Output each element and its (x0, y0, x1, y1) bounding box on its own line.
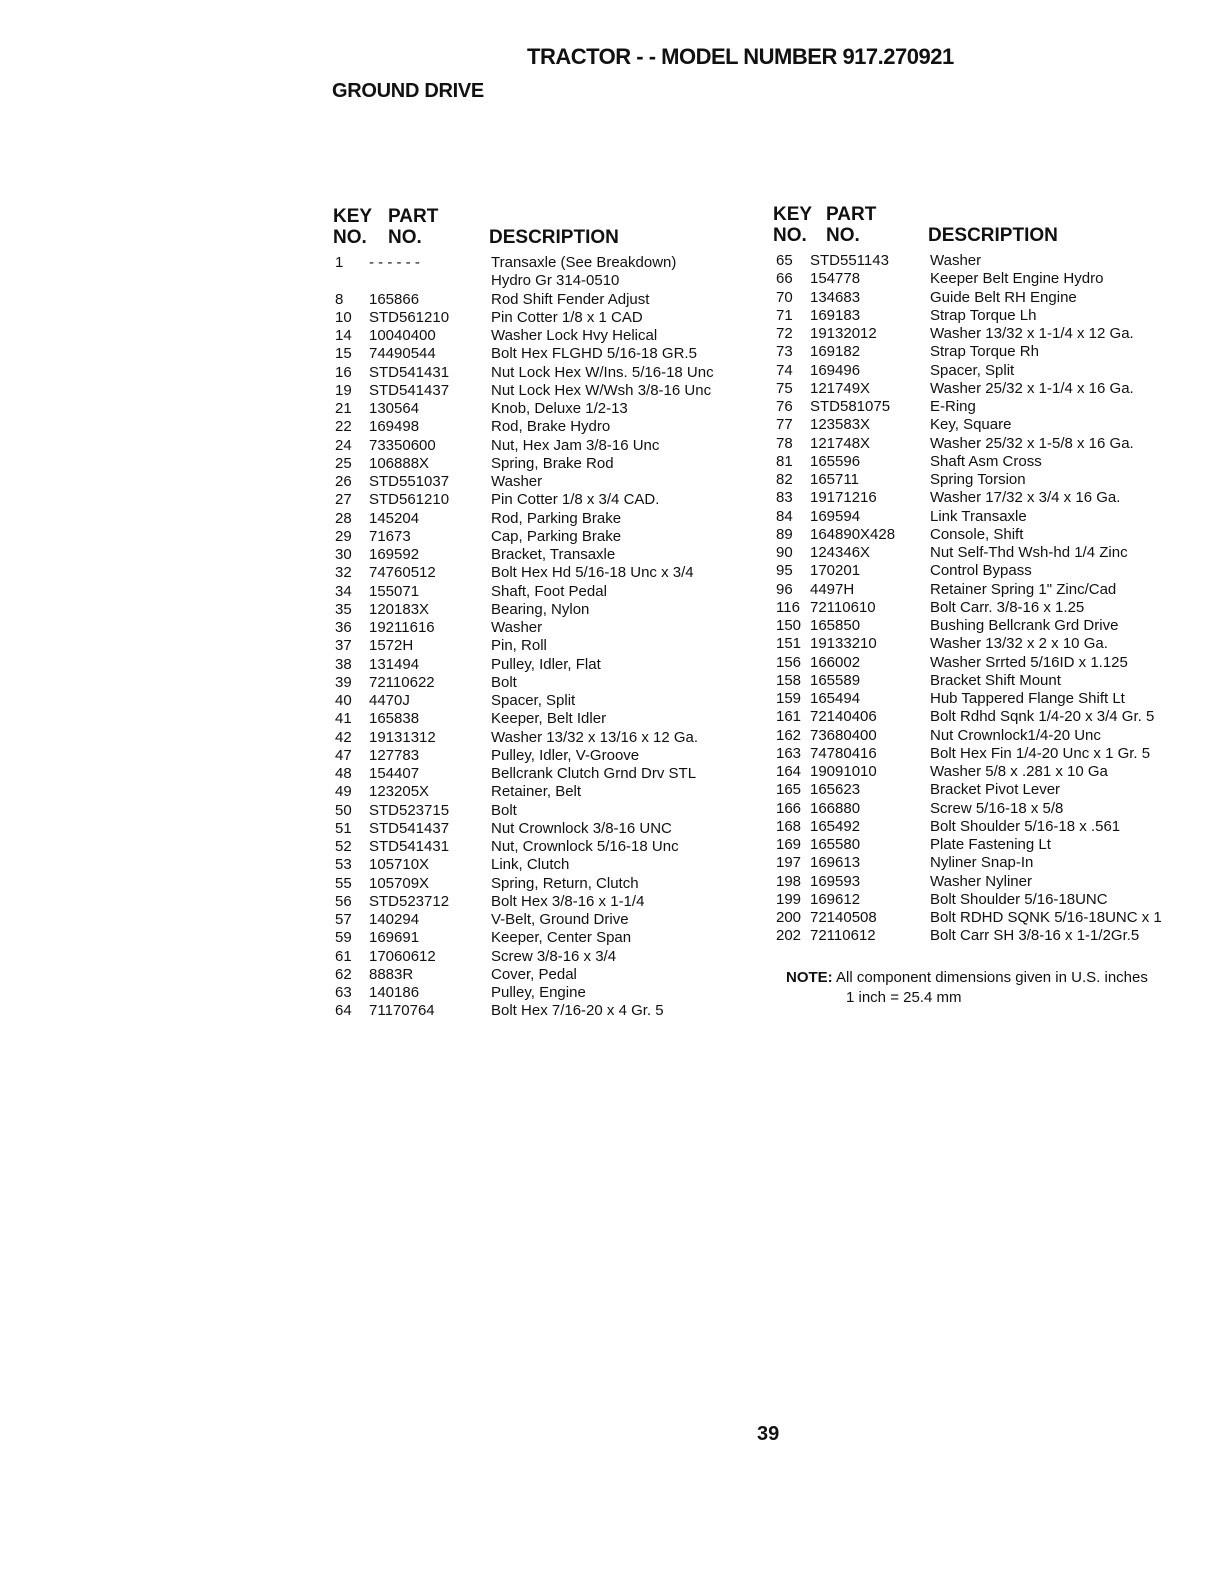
key-no: 28 (335, 509, 352, 527)
part-no: 124346X (810, 544, 871, 561)
key-no: 14 (335, 327, 352, 344)
key-no: 25 (335, 454, 352, 472)
note-conversion: 1 inch = 25.4 mm (846, 989, 962, 1006)
part-no: STD523715 (369, 801, 450, 819)
description: Nut, Crownlock 5/16-18 Unc (491, 838, 679, 855)
description: Washer 25/32 x 1-5/8 x 16 Ga. (930, 434, 1134, 452)
description: Bracket, Transaxle (491, 546, 616, 563)
description: Bolt Shoulder 5/16-18 x .561 (930, 817, 1121, 835)
description: Pulley, Engine (491, 984, 586, 1001)
key-no: 66 (776, 270, 793, 288)
part-no: 121749X (810, 379, 871, 397)
part-no: 74490544 (369, 345, 436, 363)
description: Cover, Pedal (491, 965, 577, 983)
key-no: 151 (776, 635, 802, 653)
part-no: 140294 (369, 911, 420, 928)
part-no: STD541437 (369, 819, 450, 837)
page-number: 39 (757, 1423, 780, 1445)
part-no: 154407 (369, 765, 420, 782)
part-no-header: NO. (826, 225, 860, 246)
part-no: 10040400 (369, 327, 436, 344)
part-no: STD551037 (369, 473, 450, 490)
part-no: 134683 (810, 288, 861, 306)
key-no: 165 (776, 781, 802, 799)
part-no: 72110610 (810, 598, 876, 616)
description: Washer 13/32 x 13/16 x 12 Ga. (491, 728, 699, 746)
key-header: KEY (773, 204, 813, 225)
key-no: 63 (335, 984, 352, 1001)
key-no: 90 (776, 544, 793, 561)
key-no: 36 (335, 619, 352, 636)
part-no: 74780416 (810, 744, 877, 762)
key-no: 51 (335, 819, 352, 837)
key-no: 59 (335, 929, 352, 947)
description: Bolt Carr. 3/8-16 x 1.25 (930, 598, 1085, 616)
key-no: 84 (776, 507, 793, 525)
part-no: 169612 (810, 890, 861, 908)
part-no: 165850 (810, 617, 861, 634)
part-no: 169592 (369, 546, 420, 563)
description: Washer Srrted 5/16ID x 1.125 (930, 653, 1128, 671)
part-no: 71170764 (369, 1002, 435, 1020)
part-no: 123583X (810, 416, 871, 434)
description: Strap Torque Rh (930, 343, 1039, 361)
part-no: STD541437 (369, 381, 450, 399)
key-no: 75 (776, 379, 793, 397)
part-no: 17060612 (369, 947, 436, 965)
description: Washer 17/32 x 3/4 x 16 Ga. (930, 489, 1121, 507)
key-no: 116 (776, 598, 800, 616)
key-no: 16 (335, 363, 352, 381)
key-no: 70 (776, 288, 793, 306)
part-no: 165623 (810, 781, 861, 799)
dimension-note (786, 968, 1148, 1008)
part-no: 4470J (369, 692, 410, 709)
part-no: 154778 (810, 270, 861, 288)
description: Pin Cotter 1/8 x 3/4 CAD. (491, 491, 660, 509)
description: Nut Lock Hex W/Ins. 5/16-18 Unc (491, 363, 714, 381)
key-no-header: NO. (773, 225, 807, 246)
description: Rod, Brake Hydro (491, 418, 611, 436)
key-no: 200 (776, 909, 802, 926)
part-no: 4497H (810, 580, 855, 598)
key-no: 50 (335, 801, 352, 819)
key-no: 47 (335, 746, 352, 764)
part-no: 19211616 (369, 619, 435, 636)
description: Control Bypass (930, 562, 1032, 580)
key-no: 71 (776, 306, 793, 324)
description: Bolt (491, 801, 517, 819)
part-no: 1572H (369, 637, 414, 655)
key-no: 57 (335, 911, 352, 928)
description: Bolt Hex 7/16-20 x 4 Gr. 5 (491, 1002, 664, 1020)
description: Washer 13/32 x 2 x 10 Ga. (930, 635, 1108, 653)
key-no: 26 (335, 473, 352, 490)
key-no: 164 (776, 763, 802, 780)
description-header: DESCRIPTION (928, 225, 1058, 246)
key-no: 202 (776, 927, 802, 945)
description: Bellcrank Clutch Grnd Drv STL (491, 765, 697, 782)
part-no: 165838 (369, 710, 420, 728)
description: Bolt Hex Fin 1/4-20 Unc x 1 Gr. 5 (930, 744, 1151, 762)
key-no: 72 (776, 325, 793, 342)
key-no: 77 (776, 416, 793, 434)
description: Guide Belt RH Engine (930, 288, 1077, 306)
key-no: 150 (776, 617, 802, 634)
key-no: 156 (776, 653, 802, 671)
key-no: 198 (776, 872, 802, 890)
part-no: 72110612 (810, 927, 876, 945)
key-no: 197 (776, 854, 802, 872)
description: E-Ring (930, 398, 976, 415)
part-no: STD561210 (369, 308, 450, 326)
part-no: 166880 (810, 799, 861, 817)
description: Spring, Return, Clutch (491, 874, 639, 892)
key-no: 39 (335, 673, 352, 691)
key-no: 55 (335, 874, 352, 892)
description: Retainer, Belt (491, 783, 582, 801)
part-no: 121748X (810, 434, 871, 452)
description: Key, Square (930, 416, 1012, 434)
description: Hydro Gr 314-0510 (491, 272, 620, 290)
note-text: All component dimensions given in U.S. inches (836, 969, 1148, 986)
description: Washer 25/32 x 1-1/4 x 16 Ga. (930, 379, 1134, 397)
part-no: 120183X (369, 600, 430, 618)
part-no: STD551143 (810, 252, 889, 269)
part-no: 169183 (810, 306, 861, 324)
description: Bearing, Nylon (491, 600, 590, 618)
key-no: 62 (335, 965, 352, 983)
description: Nut Crownlock1/4-20 Unc (930, 726, 1101, 744)
key-no: 32 (335, 564, 352, 582)
description: Plate Fastening Lt (930, 836, 1051, 853)
description: Washer Nyliner (930, 872, 1032, 890)
page-title: TRACTOR - - MODEL NUMBER 917.270921 (527, 44, 954, 69)
key-no: 83 (776, 489, 793, 507)
part-header: PART (826, 204, 877, 225)
part-no: 19131312 (369, 728, 436, 746)
description: Bracket Shift Mount (930, 671, 1061, 689)
description: Washer (491, 619, 543, 636)
description: Nut Crownlock 3/8-16 UNC (491, 819, 672, 837)
key-no: 161 (776, 708, 802, 726)
part-no: 169613 (810, 854, 861, 872)
key-no: 78 (776, 434, 793, 452)
part-no: - - - - - - (369, 254, 420, 271)
description: Cap, Parking Brake (491, 527, 622, 545)
key-no: 49 (335, 783, 352, 801)
key-no: 41 (335, 710, 352, 728)
part-no: STD541431 (369, 838, 450, 855)
description: Washer (491, 473, 543, 490)
part-no: 165492 (810, 817, 861, 835)
description: Nut Self-Thd Wsh-hd 1/4 Zinc (930, 544, 1128, 561)
description: Nut Lock Hex W/Wsh 3/8-16 Unc (491, 381, 712, 399)
part-no: 169498 (369, 418, 420, 436)
description: Nut, Hex Jam 3/8-16 Unc (491, 436, 660, 454)
key-no: 163 (776, 744, 802, 762)
part-no: 8883R (369, 965, 414, 983)
key-no: 34 (335, 582, 352, 600)
part-no: STD523712 (369, 892, 450, 910)
part-no: 155071 (369, 582, 420, 600)
description: Bolt (491, 673, 517, 691)
key-no: 15 (335, 345, 352, 363)
key-no: 81 (776, 452, 793, 470)
key-no: 56 (335, 892, 352, 910)
key-no: 1 (335, 254, 344, 271)
part-no: 166002 (810, 653, 861, 671)
key-no: 199 (776, 890, 802, 908)
description-header: DESCRIPTION (489, 227, 619, 248)
key-no: 37 (335, 637, 352, 655)
part-no: 164890X428 (810, 525, 896, 543)
key-no: 52 (335, 838, 352, 855)
description: Bushing Bellcrank Grd Drive (930, 617, 1119, 634)
part-no: 165866 (369, 290, 420, 308)
description: Rod, Parking Brake (491, 509, 622, 527)
description: Console, Shift (930, 525, 1024, 543)
key-no: 61 (335, 947, 352, 965)
description: Retainer Spring 1" Zinc/Cad (930, 580, 1117, 598)
description: Link Transaxle (930, 507, 1027, 525)
part-no: 169182 (810, 343, 861, 361)
description: Washer (930, 252, 982, 269)
part-no: 169496 (810, 361, 861, 379)
part-no: 105710X (369, 856, 430, 874)
key-no: 169 (776, 836, 802, 853)
key-no: 96 (776, 580, 793, 598)
part-no: 169691 (369, 929, 420, 947)
key-no: 19 (335, 381, 352, 399)
key-no: 73 (776, 343, 793, 361)
key-no: 29 (335, 527, 352, 545)
key-no: 42 (335, 728, 352, 746)
part-no: 170201 (810, 562, 861, 580)
part-no: 72140406 (810, 708, 877, 726)
description: Keeper, Center Span (491, 929, 632, 947)
key-no: 76 (776, 398, 793, 415)
description: Spacer, Split (930, 361, 1015, 379)
key-no: 38 (335, 655, 352, 673)
description: Washer 13/32 x 1-1/4 x 12 Ga. (930, 325, 1134, 342)
description: Washer Lock Hvy Helical (491, 327, 658, 344)
description: Shaft, Foot Pedal (491, 582, 607, 600)
key-no: 21 (335, 400, 352, 417)
part-no: STD541431 (369, 363, 450, 381)
description: Spacer, Split (491, 692, 576, 709)
description: Bolt Hex 3/8-16 x 1-1/4 (491, 892, 645, 910)
description: Spring, Brake Rod (491, 454, 614, 472)
description: V-Belt, Ground Drive (491, 911, 629, 928)
key-no: 95 (776, 562, 793, 580)
description: Bolt Rdhd Sqnk 1/4-20 x 3/4 Gr. 5 (930, 708, 1155, 726)
section-title: GROUND DRIVE (332, 80, 484, 102)
description: Hub Tappered Flange Shift Lt (930, 690, 1125, 707)
note-label: NOTE: (786, 969, 833, 986)
part-no-header: NO. (388, 227, 422, 248)
part-no: 106888X (369, 454, 430, 472)
part-no: 169593 (810, 872, 861, 890)
description: Bolt Carr SH 3/8-16 x 1-1/2Gr.5 (930, 927, 1140, 945)
description: Bolt RDHD SQNK 5/16-18UNC x 1 (930, 909, 1162, 926)
description: Bolt Hex FLGHD 5/16-18 GR.5 (491, 345, 697, 363)
part-no: STD581075 (810, 398, 891, 415)
part-no: 165589 (810, 671, 861, 689)
key-no: 166 (776, 799, 802, 817)
key-no: 65 (776, 252, 793, 269)
key-header: KEY (333, 206, 373, 227)
part-no: 130564 (369, 400, 420, 417)
description: Washer 5/8 x .281 x 10 Ga (930, 763, 1108, 780)
description: Pulley, Idler, Flat (491, 655, 601, 673)
description: Spring Torsion (930, 471, 1026, 488)
description: Pin Cotter 1/8 x 1 CAD (491, 308, 643, 326)
part-no: 73350600 (369, 436, 436, 454)
description: Shaft Asm Cross (930, 452, 1042, 470)
description: Rod Shift Fender Adjust (491, 290, 650, 308)
key-no: 74 (776, 361, 793, 379)
part-no: 131494 (369, 655, 420, 673)
key-no-header: NO. (333, 227, 367, 248)
key-no: 53 (335, 856, 352, 874)
part-no: 123205X (369, 783, 430, 801)
key-no: 82 (776, 471, 793, 488)
part-no: 19132012 (810, 325, 877, 342)
description: Knob, Deluxe 1/2-13 (491, 400, 628, 417)
part-no: 127783 (369, 746, 420, 764)
description: Bolt Shoulder 5/16-18UNC (930, 890, 1108, 908)
description: Screw 3/8-16 x 3/4 (491, 947, 617, 965)
description: Nyliner Snap-In (930, 854, 1034, 872)
part-no: 169594 (810, 507, 861, 525)
key-no: 30 (335, 546, 352, 563)
part-no: 73680400 (810, 726, 877, 744)
part-no: 19091010 (810, 763, 877, 780)
part-no: 19171216 (810, 489, 877, 507)
part-no: STD561210 (369, 491, 450, 509)
description: Link, Clutch (491, 856, 570, 874)
key-no: 158 (776, 671, 802, 689)
key-no: 22 (335, 418, 352, 436)
key-no: 168 (776, 817, 802, 835)
part-no: 105709X (369, 874, 430, 892)
description: Keeper, Belt Idler (491, 710, 607, 728)
key-no: 10 (335, 308, 352, 326)
part-no: 140186 (369, 984, 420, 1001)
part-no: 165596 (810, 452, 861, 470)
key-no: 27 (335, 491, 352, 509)
part-no: 145204 (369, 509, 420, 527)
key-no: 89 (776, 525, 793, 543)
part-no: 165580 (810, 836, 861, 853)
key-no: 48 (335, 765, 352, 782)
key-no: 40 (335, 692, 352, 709)
part-no: 71673 (369, 527, 411, 545)
key-no: 8 (335, 290, 344, 308)
key-no: 159 (776, 690, 802, 707)
key-no: 35 (335, 600, 352, 618)
description: Transaxle (See Breakdown) (491, 254, 677, 271)
part-no: 72140508 (810, 909, 877, 926)
part-no: 72110622 (369, 673, 435, 691)
part-no: 74760512 (369, 564, 436, 582)
description: Strap Torque Lh (930, 306, 1037, 324)
description: Pin, Roll (491, 637, 547, 655)
description: Bolt Hex Hd 5/16-18 Unc x 3/4 (491, 564, 694, 582)
part-no: 165711 (810, 471, 859, 488)
key-no: 64 (335, 1002, 352, 1020)
part-no: 165494 (810, 690, 861, 707)
description: Screw 5/16-18 x 5/8 (930, 799, 1064, 817)
description: Keeper Belt Engine Hydro (930, 270, 1104, 288)
description: Bracket Pivot Lever (930, 781, 1061, 799)
part-header: PART (388, 206, 439, 227)
description: Pulley, Idler, V-Groove (491, 746, 640, 764)
key-no: 24 (335, 436, 352, 454)
part-no: 19133210 (810, 635, 877, 653)
key-no: 162 (776, 726, 802, 744)
